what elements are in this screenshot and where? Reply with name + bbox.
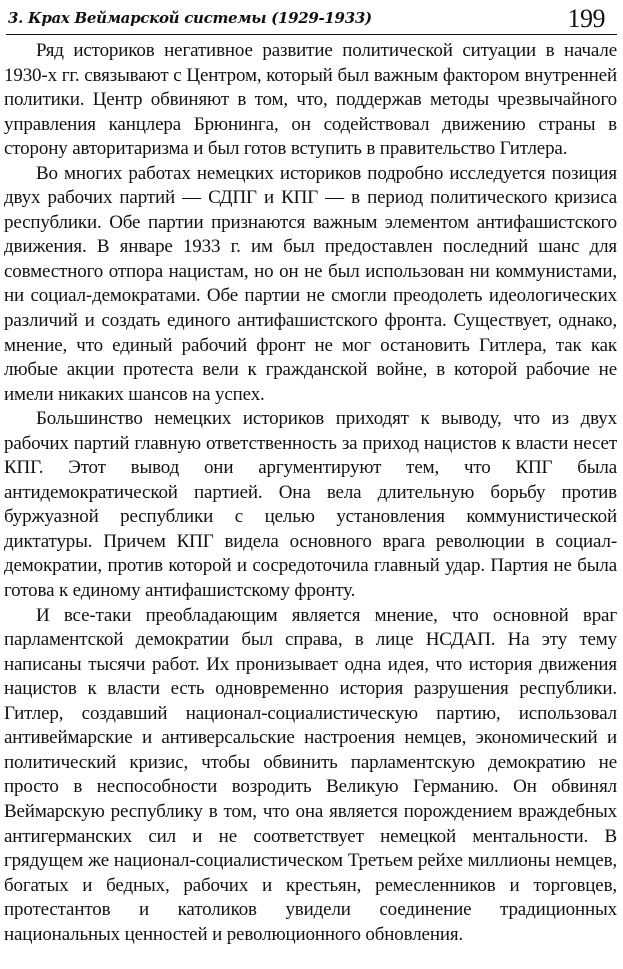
running-head	[6, 6, 617, 35]
paragraph-nsdap-enemy: И все-таки преобладающим является мнение, что основной враг парламентской демократии был справа, в лице НСДАП. На эту тему написаны тысячи работ. Их пронизывает одна идея, что история движения нацистов к власти есть одновременно история разрушения республики. Гитлер, создавший национал-социалистическую партию, использовал антивеймарские и антиверсальские настроения немцев, экономический и политический кризис, чтобы обвинить парламентскую демократию не просто в неспособности возродить Великую Германию. Он обвинял Веймарскую республику в том, что она является порождением враждебных антигерманских сил и не соответствует немецкой ментальности. В грядущем же национал-социалистическом Третьем рейхе миллионы немцев, богатых и бедных, рабочих и крестьян, ремесленников и торговцев, протестантов и католиков увидели соединение традиционных национальных ценностей и революционного обновления.	[4, 604, 617, 945]
paragraph-kpd-responsibility: Большинство немецких историков приходят к выводу, что из двух рабочих партий главную ответственность за приход нацистов к власти несет КПГ. Этот вывод они аргументируют тем, что КПГ была антидемократической партией. Она вела длительную борьбу против буржуазной республики с целью установления коммунистической диктатуры. Причем КПГ видела основного врага революции в социал-демократии, против которой и сосредоточила главный удар. Партия не была готова к единому антифашистскому фронту.	[4, 408, 617, 602]
paragraph-centre-party: Ряд историков негативное развитие политической ситуации в начале 1930-х гг. связывают с Центром, который был важным фактором внутренней политики. Центр обвиняют в том, что, поддержав методы чрезвычайного управления канцлера Брюнинга, он содействовал движению страны в сторону авторитаризма и был готов вступить в правительство Гитлера.	[4, 40, 617, 160]
paragraph-workers-parties: Во многих работах немецких историков подробно исследуется позиция двух рабочих партий — СДПГ и КПГ — в период политического кризиса республики. Обе партии признаются важным элементом антифашистского движения. В январе 1933 г. им был предоставлен последний шанс для совместного отпора нацистам, но он не был использован ни коммунистами, ни социал-демократами. Обе партии не смогли преодолеть идеологических различий и создать единого антифашистского фронта. Существует, однако, мнение, что единый рабочий фронт не мог остановить Гитлера, так как любые акции протеста вели к гражданской войне, в которой рабочие не имели никаких шансов на успех.	[4, 162, 617, 405]
chapter-running-title: 3. Крах Веймарской системы (1929-1933)	[8, 9, 372, 27]
body-text	[4, 39, 617, 947]
page-number: 199	[567, 4, 605, 33]
